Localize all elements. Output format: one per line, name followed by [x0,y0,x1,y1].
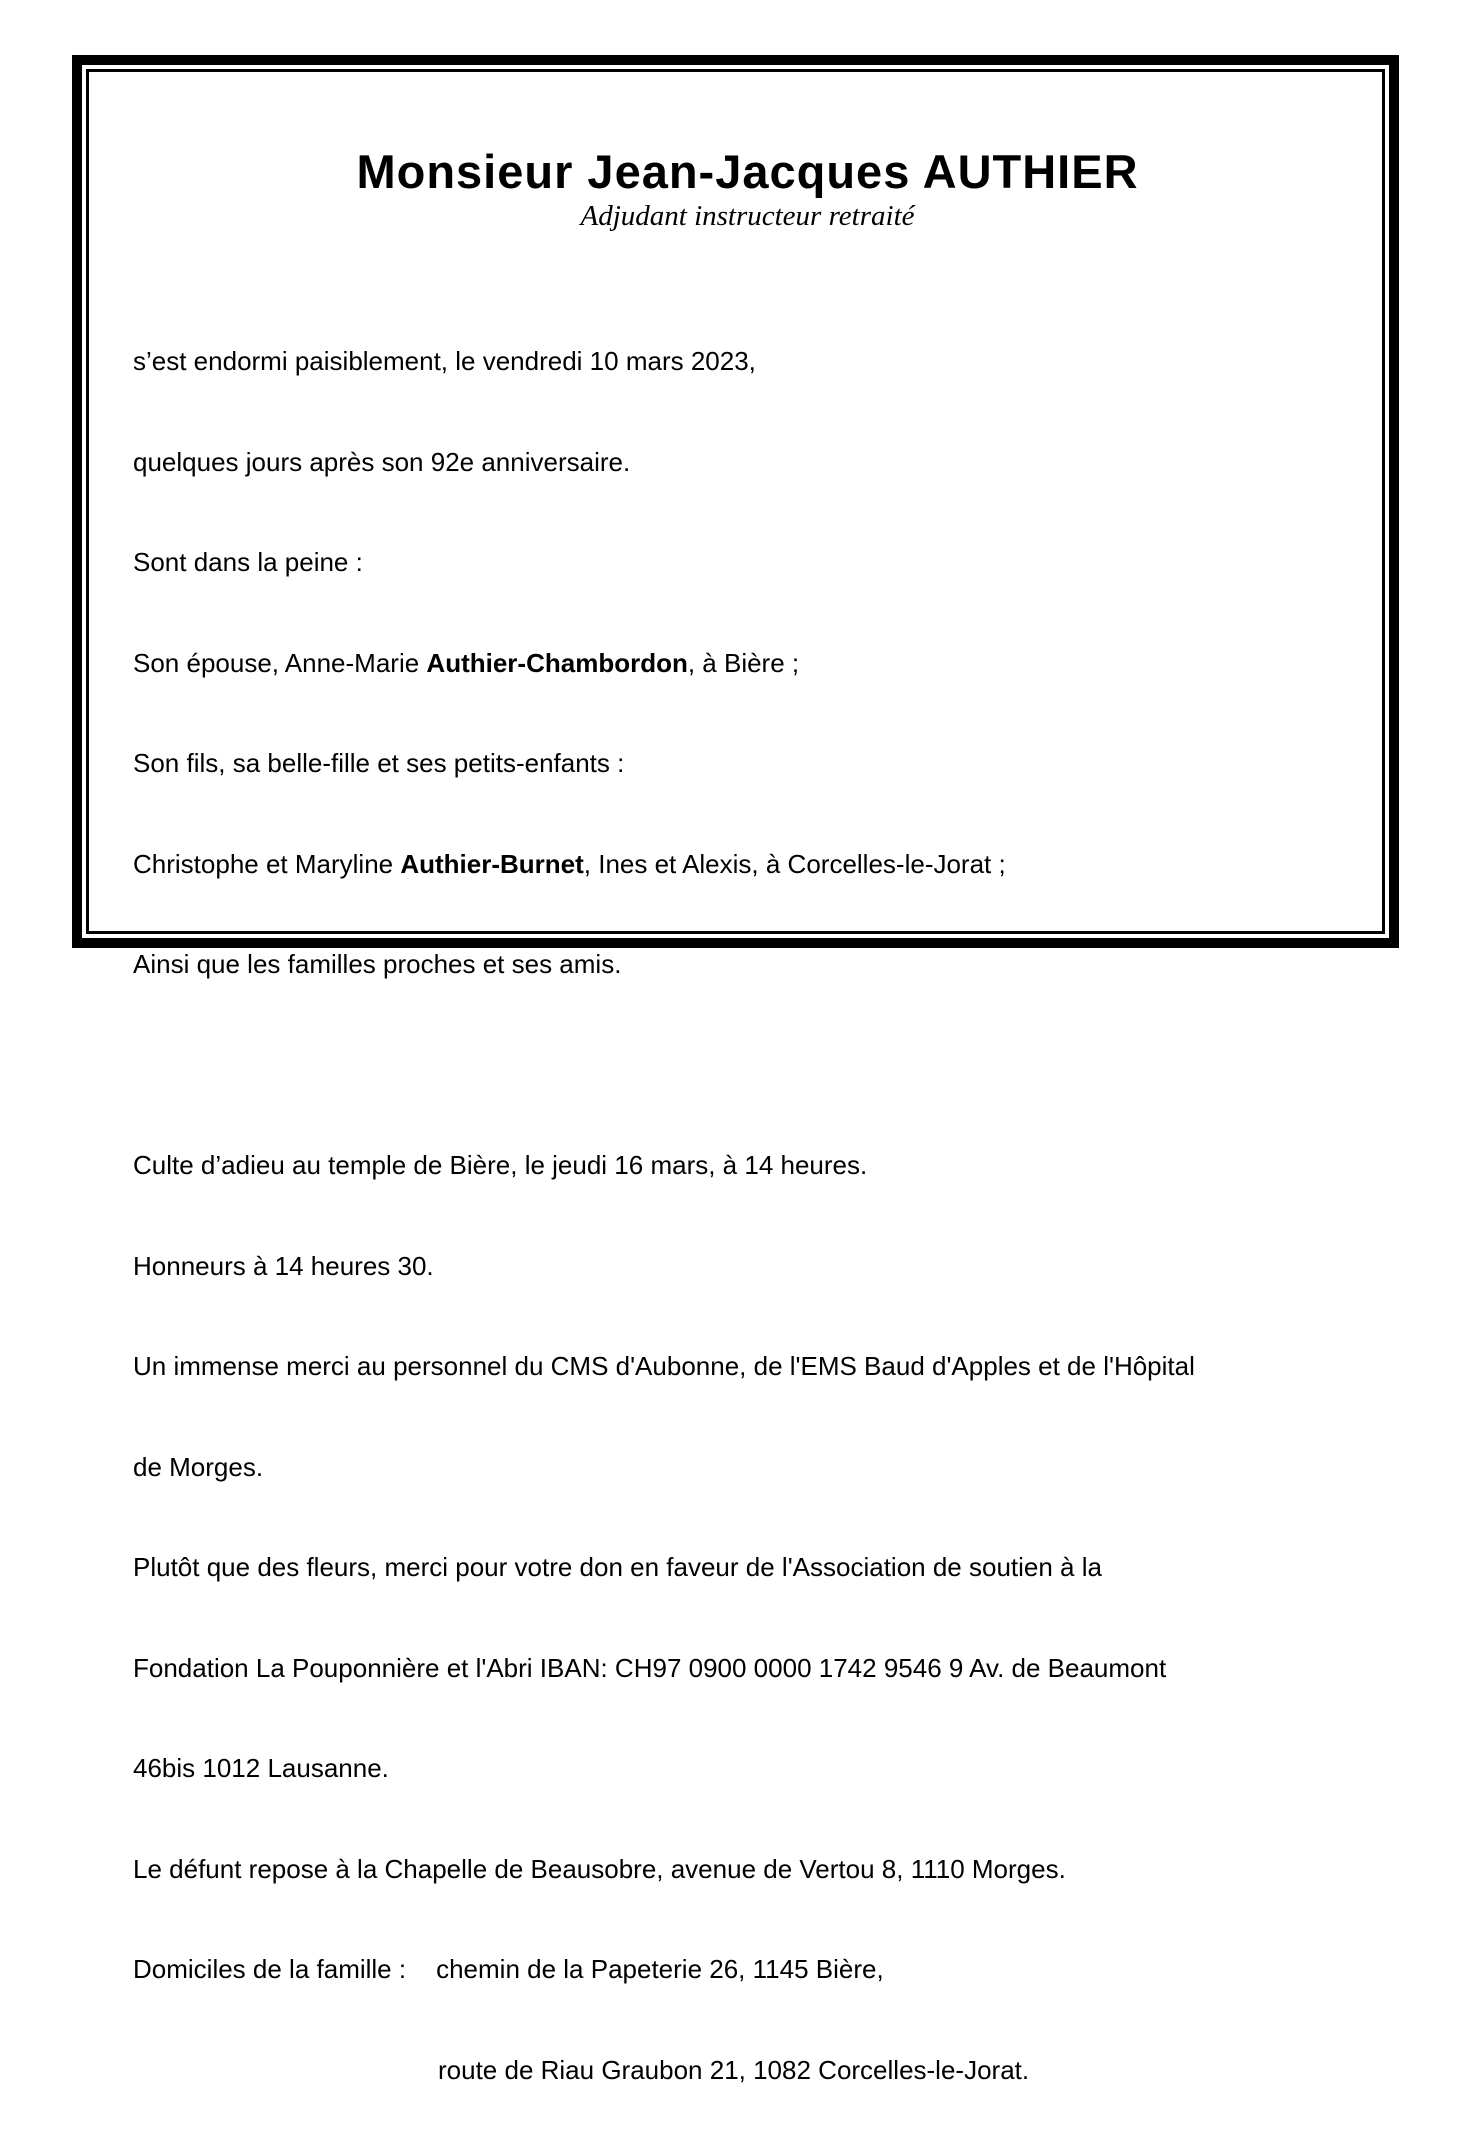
family-line-6 [133,848,1362,882]
family-paragraph [133,278,1362,1049]
family-homes-label: Domiciles de la famille : [133,1954,407,1984]
family-line-4 [133,647,1362,681]
text-segment: , à Bière ; [687,647,800,678]
ceremony-line-1: Culte d’adieu au temple de Bière, le jeudi 16 mars, à 14 heures. [133,1150,868,1180]
ceremony-line-3: Un immense merci au personnel du CMS d'Aubonne, de l'EMS Baud d'Apples et de l'Hôpital [133,1351,1195,1381]
outer-border-frame [72,55,1399,2085]
home-address-2: route de Riau Graubon 21, 1082 Corcelles-le-Jorat. [438,2054,1030,2085]
ceremony-line-5: Plutôt que des fleurs, merci pour votre don en faveur de l'Association de soutien à la [133,1552,1102,1582]
ceremony-line-8: Le défunt repose à la Chapelle de Beausobre, avenue de Vertou 8, 1110 Morges. [133,1853,1066,1884]
deceased-profession-subtitle: Adjudant instructeur retraité [580,200,915,232]
family-line-5: Son fils, sa belle-fille et ses petits-enfants : [133,748,625,778]
spouse-family-name: Authier-Chambordon [426,647,688,678]
family-line-1: s’est endormi paisiblement, le vendredi 10 mars 2023, [133,346,756,376]
ceremony-line-7: 46bis 1012 Lausanne. [133,1753,389,1783]
ceremony-line-6: Fondation La Pouponnière et l'Abri IBAN: CH97 0900 0000 1742 9546 9 Av. de Beaumont [133,1652,1167,1683]
son-family-name: Authier-Burnet [400,848,584,879]
family-homes-line [133,1953,1362,1987]
ceremony-line-2: Honneurs à 14 heures 30. [133,1250,434,1281]
family-line-2: quelques jours après son 92e anniversaire. [133,446,631,477]
family-line-3: Sont dans la peine : [133,547,363,577]
text-segment: Son épouse, Anne-Marie [133,647,427,678]
family-line-7: Ainsi que les familles proches et ses amis. [133,949,622,979]
inner-border-frame [86,69,1385,2085]
text-segment: Christophe et Maryline [133,848,401,879]
ceremony-paragraph [133,1082,1362,2154]
home-address-1: chemin de la Papeterie 26, 1145 Bière, [436,1954,884,1984]
notice-content [89,72,1382,2154]
text-segment: , Ines et Alexis, à Corcelles-le-Jorat ; [583,848,1006,879]
ceremony-line-4: de Morges. [133,1451,264,1482]
deceased-name-title: Monsieur Jean-Jacques AUTHIER [356,145,1139,198]
